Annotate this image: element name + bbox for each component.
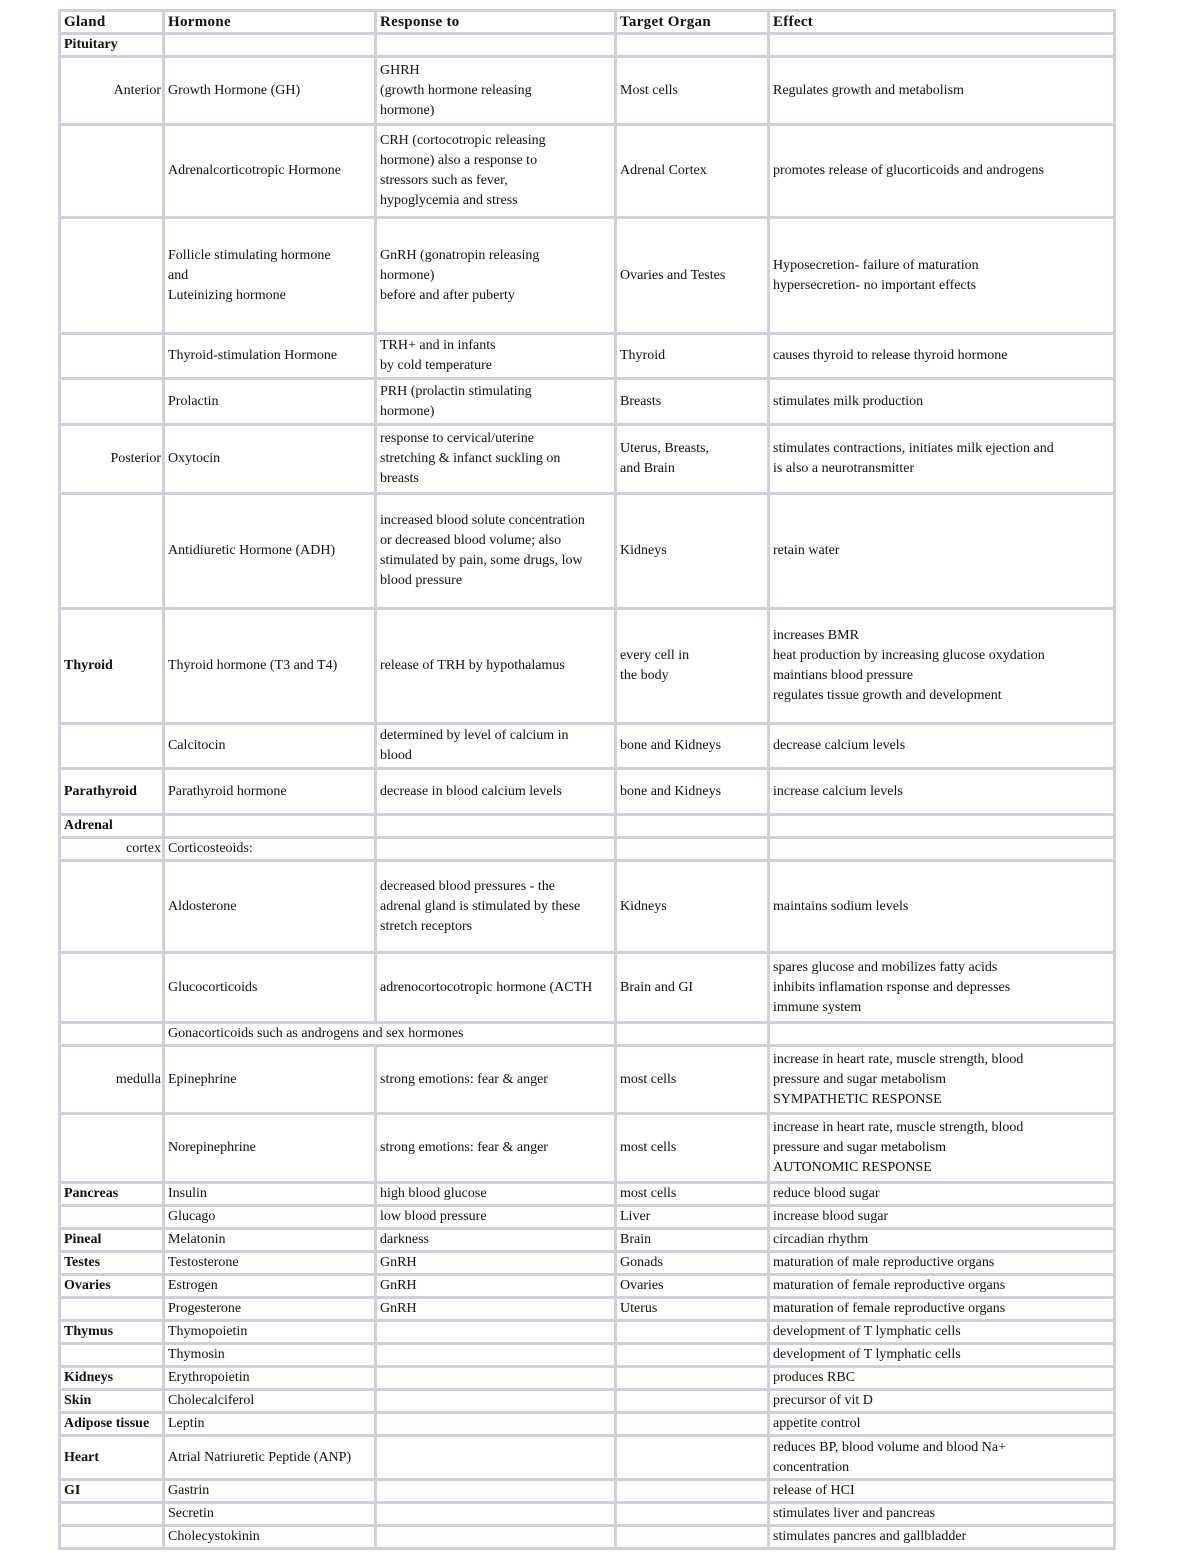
target-organ-cell: Uterus xyxy=(616,1298,769,1321)
hormone-cell: Corticosteoids: xyxy=(164,838,376,861)
response-cell xyxy=(376,1321,616,1344)
hormone-cell: Gastrin xyxy=(164,1480,376,1503)
effect-cell: maturation of female reproductive organs xyxy=(769,1275,1115,1298)
hormone-cell xyxy=(164,34,376,57)
target-organ-cell xyxy=(616,1526,769,1549)
hormone-cell: Cholecalciferol xyxy=(164,1390,376,1413)
effect-cell: increase calcium levels xyxy=(769,769,1115,815)
hormone-cell: Growth Hormone (GH) xyxy=(164,57,376,125)
hormone-cell: Testosterone xyxy=(164,1252,376,1275)
target-organ-cell xyxy=(616,838,769,861)
target-organ-cell: most cells xyxy=(616,1183,769,1206)
response-cell: GnRH (gonatropin releasing hormone) before and after puberty xyxy=(376,218,616,334)
gland-cell: Adipose tissue xyxy=(60,1413,164,1436)
gland-cell: Testes xyxy=(60,1252,164,1275)
table-row xyxy=(60,953,1115,1023)
hormone-cell: Follicle stimulating hormone and Luteinizing hormone xyxy=(164,218,376,334)
effect-cell: promotes release of glucorticoids and androgens xyxy=(769,125,1115,218)
gland-cell: Thymus xyxy=(60,1321,164,1344)
hormone-table xyxy=(58,9,1116,1550)
table-row xyxy=(60,861,1115,953)
effect-cell: produces RBC xyxy=(769,1367,1115,1390)
hormone-cell: Calcitocin xyxy=(164,724,376,769)
target-organ-cell xyxy=(616,1503,769,1526)
table-row xyxy=(60,1023,1115,1046)
hormone-table-body xyxy=(60,11,1115,1549)
target-organ-cell xyxy=(616,1390,769,1413)
hormone-cell: Thymopoietin xyxy=(164,1321,376,1344)
effect-cell: precursor of vit D xyxy=(769,1390,1115,1413)
gland-cell: Thyroid xyxy=(60,609,164,724)
target-organ-cell: Uterus, Breasts, and Brain xyxy=(616,425,769,494)
target-organ-cell: Most cells xyxy=(616,57,769,125)
effect-cell: reduces BP, blood volume and blood Na+ concentration xyxy=(769,1436,1115,1480)
hormone-cell: Aldosterone xyxy=(164,861,376,953)
hormone-cell: Thyroid-stimulation Hormone xyxy=(164,334,376,379)
target-organ-cell: Breasts xyxy=(616,379,769,425)
target-organ-cell: bone and Kidneys xyxy=(616,769,769,815)
target-organ-cell xyxy=(616,1321,769,1344)
effect-cell xyxy=(769,838,1115,861)
effect-cell: increase in heart rate, muscle strength, blood pressure and sugar metabolism AUTONOMIC RESPONSE xyxy=(769,1114,1115,1183)
effect-cell: stimulates liver and pancreas xyxy=(769,1503,1115,1526)
target-organ-cell: Brain xyxy=(616,1229,769,1252)
effect-cell: stimulates milk production xyxy=(769,379,1115,425)
effect-cell: release of HCI xyxy=(769,1480,1115,1503)
target-organ-cell xyxy=(616,1436,769,1480)
gland-cell xyxy=(60,1298,164,1321)
response-cell xyxy=(376,1390,616,1413)
table-row xyxy=(60,1367,1115,1390)
hormone-cell: Norepinephrine xyxy=(164,1114,376,1183)
effect-cell: Regulates growth and metabolism xyxy=(769,57,1115,125)
target-organ-cell: every cell in the body xyxy=(616,609,769,724)
response-cell xyxy=(376,838,616,861)
response-cell: decrease in blood calcium levels xyxy=(376,769,616,815)
response-cell: decreased blood pressures - the adrenal gland is stimulated by these stretch receptors xyxy=(376,861,616,953)
target-organ-cell: Brain and GI xyxy=(616,953,769,1023)
table-row xyxy=(60,1252,1115,1275)
table-row xyxy=(60,494,1115,609)
hormone-cell: Thyroid hormone (T3 and T4) xyxy=(164,609,376,724)
response-cell xyxy=(376,1367,616,1390)
effect-cell: stimulates contractions, initiates milk ejection and is also a neurotransmitter xyxy=(769,425,1115,494)
effect-cell: development of T lymphatic cells xyxy=(769,1344,1115,1367)
gland-cell: Parathyroid xyxy=(60,769,164,815)
target-organ-cell: Ovaries xyxy=(616,1275,769,1298)
hormone-cell: Adrenalcorticotropic Hormone xyxy=(164,125,376,218)
hormone-cell: Glucocorticoids xyxy=(164,953,376,1023)
table-row xyxy=(60,1344,1115,1367)
target-organ-cell xyxy=(616,1023,769,1046)
gland-cell: Ovaries xyxy=(60,1275,164,1298)
table-row xyxy=(60,1183,1115,1206)
hormone-cell: Cholecystokinin xyxy=(164,1526,376,1549)
gland-cell: Pancreas xyxy=(60,1183,164,1206)
response-cell: high blood glucose xyxy=(376,1183,616,1206)
response-cell: PRH (prolactin stimulating hormone) xyxy=(376,379,616,425)
hormone-cell: Leptin xyxy=(164,1413,376,1436)
table-row xyxy=(60,1046,1115,1114)
table-row xyxy=(60,1413,1115,1436)
response-cell: low blood pressure xyxy=(376,1206,616,1229)
target-organ-cell: bone and Kidneys xyxy=(616,724,769,769)
table-row xyxy=(60,125,1115,218)
table-row xyxy=(60,379,1115,425)
target-organ-cell xyxy=(616,1367,769,1390)
gland-cell: Pituitary xyxy=(60,34,164,57)
hormone-cell: Thymosin xyxy=(164,1344,376,1367)
target-organ-cell: Adrenal Cortex xyxy=(616,125,769,218)
response-cell: GnRH xyxy=(376,1252,616,1275)
gland-cell xyxy=(60,125,164,218)
response-cell xyxy=(376,1436,616,1480)
response-cell: response to cervical/uterine stretching & infanct suckling on breasts xyxy=(376,425,616,494)
hormone-cell: Erythropoietin xyxy=(164,1367,376,1390)
response-cell: increased blood solute concentration or decreased blood volume; also stimulated by pain, some drugs, low blood pressure xyxy=(376,494,616,609)
target-organ-cell: most cells xyxy=(616,1046,769,1114)
gland-cell xyxy=(60,379,164,425)
effect-cell xyxy=(769,1023,1115,1046)
response-cell: darkness xyxy=(376,1229,616,1252)
target-organ-cell xyxy=(616,815,769,838)
response-cell: CRH (cortocotropic releasing hormone) also a response to stressors such as fever, hypoglycemia and stress xyxy=(376,125,616,218)
gland-cell xyxy=(60,724,164,769)
table-row xyxy=(60,1503,1115,1526)
table-row xyxy=(60,1436,1115,1480)
effect-cell: maturation of male reproductive organs xyxy=(769,1252,1115,1275)
hormone-cell: Parathyroid hormone xyxy=(164,769,376,815)
response-cell: GHRH (growth hormone releasing hormone) xyxy=(376,57,616,125)
hormone-cell xyxy=(164,815,376,838)
response-cell: strong emotions: fear & anger xyxy=(376,1046,616,1114)
target-organ-cell: Gonads xyxy=(616,1252,769,1275)
hormone-cell: Prolactin xyxy=(164,379,376,425)
hormone-cell: Progesterone xyxy=(164,1298,376,1321)
table-row xyxy=(60,1321,1115,1344)
response-cell xyxy=(376,1413,616,1436)
table-row xyxy=(60,334,1115,379)
table-row xyxy=(60,1229,1115,1252)
gland-cell xyxy=(60,494,164,609)
hormone-cell: Glucago xyxy=(164,1206,376,1229)
table-row xyxy=(60,218,1115,334)
effect-cell: increase in heart rate, muscle strength, blood pressure and sugar metabolism SYMPATHETIC RESPONSE xyxy=(769,1046,1115,1114)
hormone-cell: Secretin xyxy=(164,1503,376,1526)
table-row xyxy=(60,57,1115,125)
gland-cell: Posterior xyxy=(60,425,164,494)
table-row xyxy=(60,1526,1115,1549)
effect-cell: maintains sodium levels xyxy=(769,861,1115,953)
hormone-cell: Melatonin xyxy=(164,1229,376,1252)
response-cell xyxy=(376,34,616,57)
effect-cell: decrease calcium levels xyxy=(769,724,1115,769)
gland-cell: Skin xyxy=(60,1390,164,1413)
gland-cell: GI xyxy=(60,1480,164,1503)
gland-cell xyxy=(60,1526,164,1549)
effect-cell: circadian rhythm xyxy=(769,1229,1115,1252)
effect-cell: spares glucose and mobilizes fatty acids inhibits inflamation rsponse and depresses immune system xyxy=(769,953,1115,1023)
table-row xyxy=(60,1390,1115,1413)
effect-cell: stimulates pancres and gallbladder xyxy=(769,1526,1115,1549)
effect-cell: reduce blood sugar xyxy=(769,1183,1115,1206)
gland-cell: Anterior xyxy=(60,57,164,125)
gland-cell xyxy=(60,1023,164,1046)
response-cell xyxy=(376,815,616,838)
hormone-cell: Gonacorticoids such as androgens and sex hormones xyxy=(164,1023,616,1046)
effect-cell: increases BMR heat production by increasing glucose oxydation maintians blood pressure regulates tissue growth and development xyxy=(769,609,1115,724)
hormone-cell: Oxytocin xyxy=(164,425,376,494)
hormone-cell: Insulin xyxy=(164,1183,376,1206)
effect-cell: causes thyroid to release thyroid hormone xyxy=(769,334,1115,379)
effect-cell xyxy=(769,34,1115,57)
target-organ-cell xyxy=(616,1344,769,1367)
target-organ-cell: most cells xyxy=(616,1114,769,1183)
gland-cell xyxy=(60,218,164,334)
target-organ-cell xyxy=(616,1480,769,1503)
response-cell xyxy=(376,1344,616,1367)
table-row xyxy=(60,769,1115,815)
effect-cell: appetite control xyxy=(769,1413,1115,1436)
target-organ-cell xyxy=(616,34,769,57)
header-target-organ: Target Organ xyxy=(616,11,769,34)
gland-cell xyxy=(60,1206,164,1229)
effect-cell: increase blood sugar xyxy=(769,1206,1115,1229)
table-row xyxy=(60,1480,1115,1503)
target-organ-cell: Kidneys xyxy=(616,861,769,953)
response-cell xyxy=(376,1480,616,1503)
response-cell: determined by level of calcium in blood xyxy=(376,724,616,769)
response-cell: strong emotions: fear & anger xyxy=(376,1114,616,1183)
response-cell xyxy=(376,1526,616,1549)
table-row xyxy=(60,1298,1115,1321)
response-cell: release of TRH by hypothalamus xyxy=(376,609,616,724)
gland-cell xyxy=(60,861,164,953)
gland-cell: Kidneys xyxy=(60,1367,164,1390)
target-organ-cell xyxy=(616,1413,769,1436)
response-cell: GnRH xyxy=(376,1275,616,1298)
header-gland: Gland xyxy=(60,11,164,34)
effect-cell: retain water xyxy=(769,494,1115,609)
table-row xyxy=(60,1275,1115,1298)
response-cell: GnRH xyxy=(376,1298,616,1321)
gland-cell: Adrenal xyxy=(60,815,164,838)
table-row xyxy=(60,724,1115,769)
gland-cell xyxy=(60,1503,164,1526)
gland-cell xyxy=(60,953,164,1023)
header-hormone: Hormone xyxy=(164,11,376,34)
hormone-cell: Antidiuretic Hormone (ADH) xyxy=(164,494,376,609)
table-row xyxy=(60,609,1115,724)
gland-cell xyxy=(60,334,164,379)
gland-cell: Heart xyxy=(60,1436,164,1480)
table-row xyxy=(60,1114,1115,1183)
table-row xyxy=(60,815,1115,838)
table-row xyxy=(60,425,1115,494)
effect-cell xyxy=(769,815,1115,838)
hormone-cell: Epinephrine xyxy=(164,1046,376,1114)
effect-cell: development of T lymphatic cells xyxy=(769,1321,1115,1344)
gland-cell: medulla xyxy=(60,1046,164,1114)
hormone-cell: Atrial Natriuretic Peptide (ANP) xyxy=(164,1436,376,1480)
header-row xyxy=(60,11,1115,34)
hormone-cell: Estrogen xyxy=(164,1275,376,1298)
gland-cell: Pineal xyxy=(60,1229,164,1252)
target-organ-cell: Ovaries and Testes xyxy=(616,218,769,334)
gland-cell: cortex xyxy=(60,838,164,861)
header-response: Response to xyxy=(376,11,616,34)
response-cell: adrenocortocotropic hormone (ACTH xyxy=(376,953,616,1023)
effect-cell: Hyposecretion- failure of maturation hypersecretion- no important effects xyxy=(769,218,1115,334)
gland-cell xyxy=(60,1344,164,1367)
effect-cell: maturation of female reproductive organs xyxy=(769,1298,1115,1321)
table-row xyxy=(60,1206,1115,1229)
target-organ-cell: Liver xyxy=(616,1206,769,1229)
response-cell: TRH+ and in infants by cold temperature xyxy=(376,334,616,379)
target-organ-cell: Thyroid xyxy=(616,334,769,379)
response-cell xyxy=(376,1503,616,1526)
table-row xyxy=(60,838,1115,861)
table-row xyxy=(60,34,1115,57)
header-effect: Effect xyxy=(769,11,1115,34)
target-organ-cell: Kidneys xyxy=(616,494,769,609)
gland-cell xyxy=(60,1114,164,1183)
